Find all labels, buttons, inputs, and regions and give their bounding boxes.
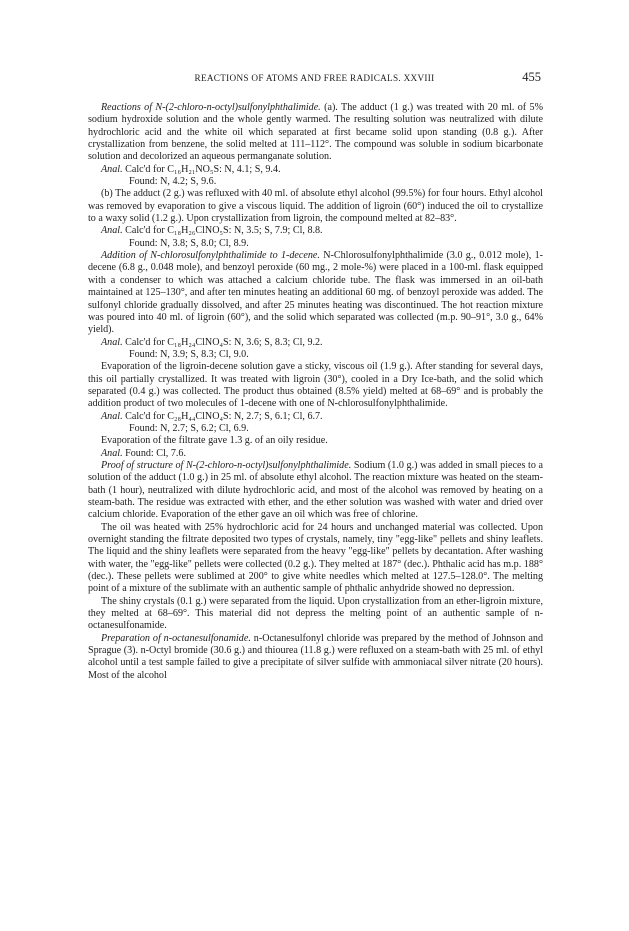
run-in-heading: Addition of N-chlorosulfonylphthalimide to 1-decene. xyxy=(101,250,320,262)
paragraph xyxy=(88,435,543,447)
paragraph-text: The shiny crystals (0.1 g.) were separated from the liquid. Upon crystallization from an ether-ligroin mixture, they melted at 68–69°. This material did not depress the melting point of an authentic sample of n-octanesulfonamide. xyxy=(88,595,543,632)
analysis-found xyxy=(88,423,543,435)
paragraph-text: N-Chlorosulfonylphthalimide (3.0 g., 0.012 mole), 1-decene (6.8 g., 0.048 mole), and benzoyl peroxide (60 mg., 2 mole-%) were placed in a 100-ml. flask equipped with a condenser to which was attached a calcium chloride tube. The flask was immersed in an oil-bath maintained at 125–130°, and after ten minutes heating an additional 60 mg. of benzoyl peroxide was added. The sulfonyl chloride gradually dissolved, and after 25 minutes heating was discontinued. The hot reaction mixture was poured into 40 ml. of ligroin (60°), and the solid which separated was collected (m.p. 90–91°, 3.0 g., 64% yield). xyxy=(88,250,543,336)
run-in-heading: Preparation of n-octanesulfonamide. xyxy=(101,632,251,644)
paragraph xyxy=(88,361,543,410)
paragraph-text: Evaporation of the filtrate gave 1.3 g. of an oily residue. xyxy=(101,435,328,447)
paragraph xyxy=(88,522,543,596)
paragraph-text: Sodium (1.0 g.) was added in small pieces to a solution of the adduct (1.0 g.) in 25 ml. of absolute ethyl alcohol. The reaction mixture was heated on the steam-bath (1 hour), neutralized with dilute hydrochloric acid, and most of the alcohol was removed by heating on a steam-bath. The residue was extracted with ether, and the ether solution was washed with water and dried over calcium chloride. Evaporation of the ether gave an oil which was free of chlorine. xyxy=(88,459,544,521)
paragraph-text: Found: N, 3.8; S, 8.0; Cl, 8.9. xyxy=(129,237,249,249)
paragraph xyxy=(88,188,543,225)
paragraph-text: Calc'd for C₁₆H₂₁NO₅S: N, 4.1; S, 9.4. xyxy=(122,163,281,175)
running-title: REACTIONS OF ATOMS AND FREE RADICALS. XXVIII xyxy=(194,73,435,83)
analysis-calculated xyxy=(88,337,543,349)
paragraph-text: n-Octanesulfonyl chloride was prepared by the method of Johnson and Sprague (3). n-Octyl bromide (30.6 g.) and thiourea (11.8 g.) were refluxed on a steam-bath with 25 ml. of ethyl alcohol until a test sample failed to give a precipitate of silver sulfide with ammoniacal silver nitrate (20 hours). Most of the alcohol xyxy=(88,632,543,681)
running-head xyxy=(88,70,541,86)
paragraph-text: Evaporation of the ligroin-decene solution gave a sticky, viscous oil (1.9 g.). After standing for several days, this oil partially crystallized. It was treated with ligroin (30°), cooled in a Dry Ice-bath, and the solid which separated (0.4 g.) was collected. The product thus obtained (8.5% yield) melted at 68–69° and is probably the addition product of two molecules of 1-decene with one of N-chlorosulfonylphthalimide. xyxy=(88,361,543,410)
anal-label: Anal. xyxy=(101,225,123,237)
paragraph-text: Calc'd for C₁₈H₂₄ClNO₄S: N, 3.6; S, 8.3; Cl, 9.2. xyxy=(122,336,323,348)
paragraph-text: Found: Cl, 7.6. xyxy=(122,447,186,459)
paragraph-text: Found: N, 2.7; S, 6.2; Cl, 6.9. xyxy=(129,422,249,434)
anal-label: Anal. xyxy=(101,336,123,348)
run-in-heading: Reactions of N-(2-chloro-n-octyl)sulfonylphthalimide. xyxy=(101,102,321,113)
anal-label: Anal. xyxy=(101,447,123,459)
analysis-calculated xyxy=(88,225,543,237)
paragraph xyxy=(88,596,543,633)
analysis-calculated xyxy=(88,411,543,423)
analysis-found xyxy=(88,176,543,188)
paragraph-text: Calc'd for C₂₈H₄₄ClNO₄S: N, 2.7; S, 6.1; Cl, 6.7. xyxy=(122,410,323,422)
paragraph-text: Found: N, 4.2; S, 9.6. xyxy=(129,176,217,188)
analysis-found xyxy=(88,448,543,460)
anal-label: Anal. xyxy=(101,410,123,422)
analysis-found xyxy=(88,238,543,250)
paragraph xyxy=(88,102,543,164)
analysis-found xyxy=(88,349,543,361)
article-body xyxy=(88,102,543,682)
paragraph-text: Found: N, 3.9; S, 8.3; Cl, 9.0. xyxy=(129,348,249,360)
paragraph xyxy=(88,250,543,336)
paragraph-text: The oil was heated with 25% hydrochloric acid for 24 hours and unchanged material was collected. Upon overnight standing the filtrate deposited two types of crystals, namely, tiny "egg-like" pellets and shiny leaflets. The liquid and the shiny leaflets were separated from the heavy "egg-like" pellets by decantation. After washing with water, the "egg-like" pellets were collected (0.2 g.). They melted at 187° (dec.). Phthalic acid has m.p. 188° (dec.). These pellets were sublimed at 200° to give white needles which melted at 127.5–128.0°. The melting point of a mixture of the sublimate with an authentic sample of phthalic anhydride showed no depression. xyxy=(88,521,543,595)
page-number: 455 xyxy=(522,70,541,84)
paragraph-text: Calc'd for C₁₈H₂₆ClNO₅S: N, 3.5; S, 7.9; Cl, 8.8. xyxy=(122,225,323,237)
paragraph xyxy=(88,633,543,682)
paragraph-text: (b) The adduct (2 g.) was refluxed with 40 ml. of absolute ethyl alcohol (99.5%) for four hours. Ethyl alcohol was removed by evaporation to give a viscous liquid. The addition of ligroin (60°) induced the oil to crystallize to a waxy solid (1.2 g.). Upon crystallization from ligroin, the compound melted at 82–83°. xyxy=(88,188,543,225)
anal-label: Anal. xyxy=(101,163,123,175)
run-in-heading: Proof of structure of N-(2-chloro-n-octyl)sulfonylphthalimide. xyxy=(101,459,352,471)
analysis-calculated xyxy=(88,164,543,176)
paragraph xyxy=(88,460,543,522)
paragraph-text: (a). The adduct (1 g.) was treated with 20 ml. of 5% sodium hydroxide solution and the whole gently warmed. The resulting solution was neutralized with dilute hydrochloric acid and the white oil which separated at first became solid upon standing (0.8 g.). After crystallization from benzene, the solid melted at 111–112°. The compound was soluble in sodium bicarbonate solution and decolorized an aqueous permanganate solution. xyxy=(88,102,544,163)
